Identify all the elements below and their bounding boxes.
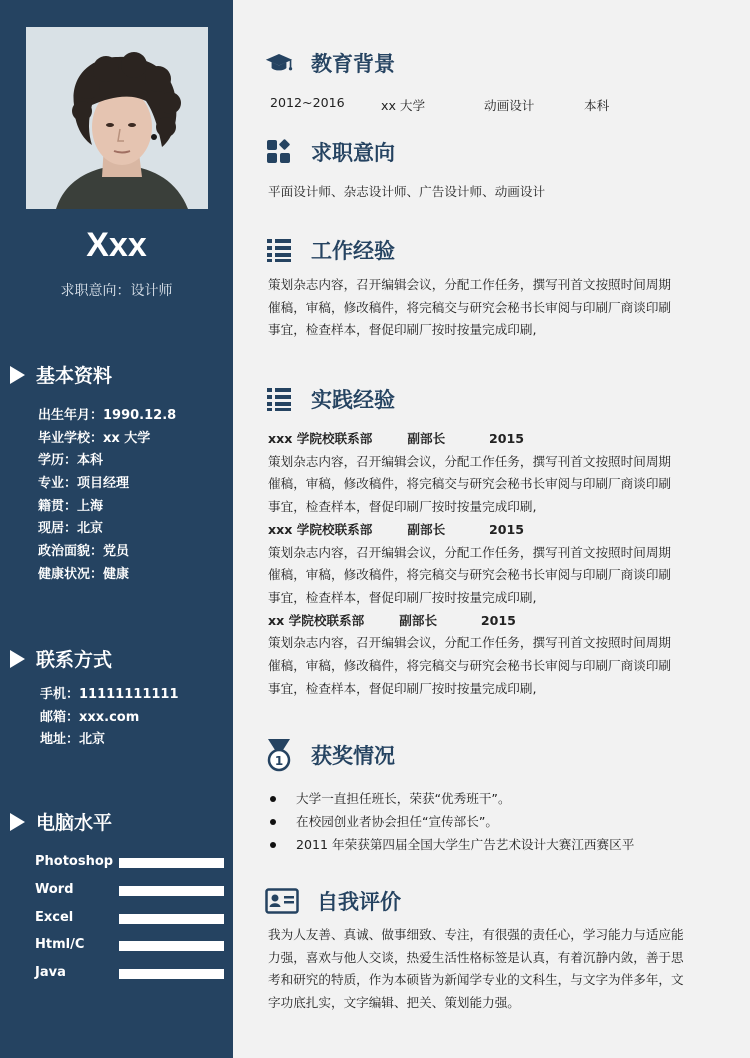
skill-label: Excel <box>35 909 74 925</box>
basic-info-heading <box>10 361 112 388</box>
basic-info-item: 出生年月：1990.12.8 <box>38 408 177 423</box>
contact-heading-label: 联系方式 <box>36 649 113 671</box>
award-item <box>270 833 634 856</box>
education-row <box>270 95 609 114</box>
practice-line: 催稿，审稿，修改稿件，将完稿交与研究会秘书长审阅与印刷厂商谈印刷 <box>268 567 671 583</box>
award-text: 2011 年荣获第四届全国大学生广告艺术设计大赛江西赛区平 <box>296 837 635 852</box>
basic-info-item: 毕业学校：xx 大学 <box>38 430 151 446</box>
work-line: 催稿，审稿，修改稿件，将完稿交与研究会秘书长审阅与印刷厂商谈印刷 <box>268 299 671 315</box>
contact-address: 地址：北京 <box>40 732 106 748</box>
practice-entries <box>268 428 708 700</box>
skill-bar <box>119 886 224 896</box>
skill-bar <box>119 969 224 979</box>
skill-label: Photoshop <box>35 854 114 869</box>
candidate-name: Xxx <box>86 226 147 264</box>
self-evaluation-heading <box>265 886 401 916</box>
work-heading <box>265 235 395 265</box>
contact-phone: 手机：11111111111 <box>40 687 179 702</box>
contact-email: 邮箱：xxx.com <box>40 709 140 725</box>
list-icon <box>265 385 293 413</box>
basic-info-item: 专业：项目经理 <box>38 476 130 492</box>
practice-line: 催稿，审稿，修改稿件，将完稿交与研究会秘书长审阅与印刷厂商谈印刷 <box>268 476 671 492</box>
awards-heading-label: 获奖情况 <box>311 744 395 768</box>
skill-row <box>35 935 225 963</box>
skills-list <box>35 852 225 991</box>
self-evaluation-line: 考和研究的特质，作为本硕皆为新闻学专业的文科生，与文字为伴多年，文 <box>268 972 684 988</box>
practice-entry-title: xx 学院校联系部 副部长 2015 <box>268 612 516 628</box>
computer-skills-heading-label: 电脑水平 <box>36 812 113 834</box>
sidebar <box>0 0 233 1058</box>
practice-line: 事宜，检查样本，督促印刷厂按时按量完成印刷, <box>268 680 537 696</box>
graduation-cap-icon <box>265 49 293 77</box>
job-intent: 求职意向：设计师 <box>60 283 173 299</box>
self-evaluation-heading-label: 自我评价 <box>317 890 401 914</box>
basic-info-item: 现居：北京 <box>38 521 104 537</box>
basic-info-item: 籍贯：上海 <box>38 498 104 514</box>
basic-info-heading-label: 基本资料 <box>36 365 113 387</box>
medal-icon <box>265 741 293 769</box>
education-heading-label: 教育背景 <box>311 52 395 76</box>
skill-bar <box>119 858 224 868</box>
practice-line: 催稿，审稿，修改稿件，将完稿交与研究会秘书长审阅与印刷厂商谈印刷 <box>268 658 671 674</box>
self-evaluation-line: 我为人友善、真诚、做事细致、专注，有很强的责任心，学习能力与适应能 <box>268 927 684 942</box>
computer-skills-heading <box>10 808 112 835</box>
grid-icon <box>265 138 293 166</box>
skill-row <box>35 908 225 936</box>
education-period: 2012~2016 <box>270 95 345 110</box>
bullet-icon <box>270 819 276 825</box>
practice-line: 事宜，检查样本，督促印刷厂按时按量完成印刷, <box>268 589 537 605</box>
skill-label: Java <box>35 965 66 981</box>
basic-info-item: 健康状况：健康 <box>38 566 130 582</box>
objective-heading-label: 求职意向 <box>311 141 395 165</box>
practice-entry-title: xxx 学院校联系部 副部长 2015 <box>268 521 525 537</box>
list-icon <box>265 236 293 264</box>
practice-line: 事宜，检查样本，督促印刷厂按时按量完成印刷, <box>268 499 537 515</box>
id-card-icon <box>265 887 299 915</box>
skill-row <box>35 880 225 908</box>
triangle-bullet-icon <box>10 366 25 384</box>
practice-heading-label: 实践经验 <box>311 388 395 412</box>
profile-photo <box>26 27 208 209</box>
contact-heading <box>10 645 112 672</box>
self-evaluation-line: 力强，喜欢与他人交谈，热爱生活性格标签是认真，有着沉静内敛，善于思 <box>268 949 684 965</box>
work-line: 事宜，检查样本，督促印刷厂按时按量完成印刷, <box>268 322 537 338</box>
practice-line: 策划杂志内容，召开编辑会议，分配工作任务，撰写刊首文按照时间周期 <box>268 453 671 469</box>
basic-info-item: 学历：本科 <box>38 453 104 469</box>
awards-heading <box>265 740 395 770</box>
award-text: 在校园创业者协会担任“宣传部长”。 <box>296 814 498 829</box>
work-description <box>268 274 708 342</box>
skill-bar <box>119 941 224 951</box>
education-major: 动画设计 <box>484 98 535 113</box>
basic-info-list <box>38 405 176 587</box>
education-degree: 本科 <box>584 98 610 113</box>
practice-heading <box>265 384 395 414</box>
contact-list <box>40 684 179 752</box>
award-text: 大学一直担任班长，荣获“优秀班干”。 <box>296 791 511 806</box>
skill-label: Html/C <box>35 937 85 953</box>
practice-line: 策划杂志内容，召开编辑会议，分配工作任务，撰写刊首文按照时间周期 <box>268 544 671 560</box>
basic-info-item: 政治面貌：党员 <box>38 544 130 560</box>
objective-heading <box>265 137 395 167</box>
practice-line: 策划杂志内容，召开编辑会议，分配工作任务，撰写刊首文按照时间周期 <box>268 635 671 651</box>
award-item <box>270 787 634 810</box>
skill-row <box>35 963 225 991</box>
work-line: 策划杂志内容，召开编辑会议，分配工作任务，撰写刊首文按照时间周期 <box>268 277 671 292</box>
svg-text:1: 1 <box>274 754 284 768</box>
work-heading-label: 工作经验 <box>311 239 395 263</box>
bullet-icon <box>270 796 276 802</box>
triangle-bullet-icon <box>10 813 25 831</box>
main-content <box>233 0 750 1058</box>
triangle-bullet-icon <box>10 650 25 668</box>
bullet-icon <box>270 842 276 848</box>
skill-label: Word <box>35 881 74 897</box>
skill-bar <box>119 914 224 924</box>
self-evaluation-text <box>268 924 708 1015</box>
education-school: xx 大学 <box>381 98 426 113</box>
self-evaluation-line: 字功底扎实，文字编辑、把关、策划能力强。 <box>268 995 520 1011</box>
education-heading <box>265 48 395 78</box>
practice-entry-title: xxx 学院校联系部 副部长 2015 <box>268 431 525 446</box>
awards-list <box>270 787 634 856</box>
award-item <box>270 810 634 833</box>
objective-text: 平面设计师、杂志设计师、广告设计师、动画设计 <box>268 184 546 199</box>
skill-row <box>35 852 225 880</box>
